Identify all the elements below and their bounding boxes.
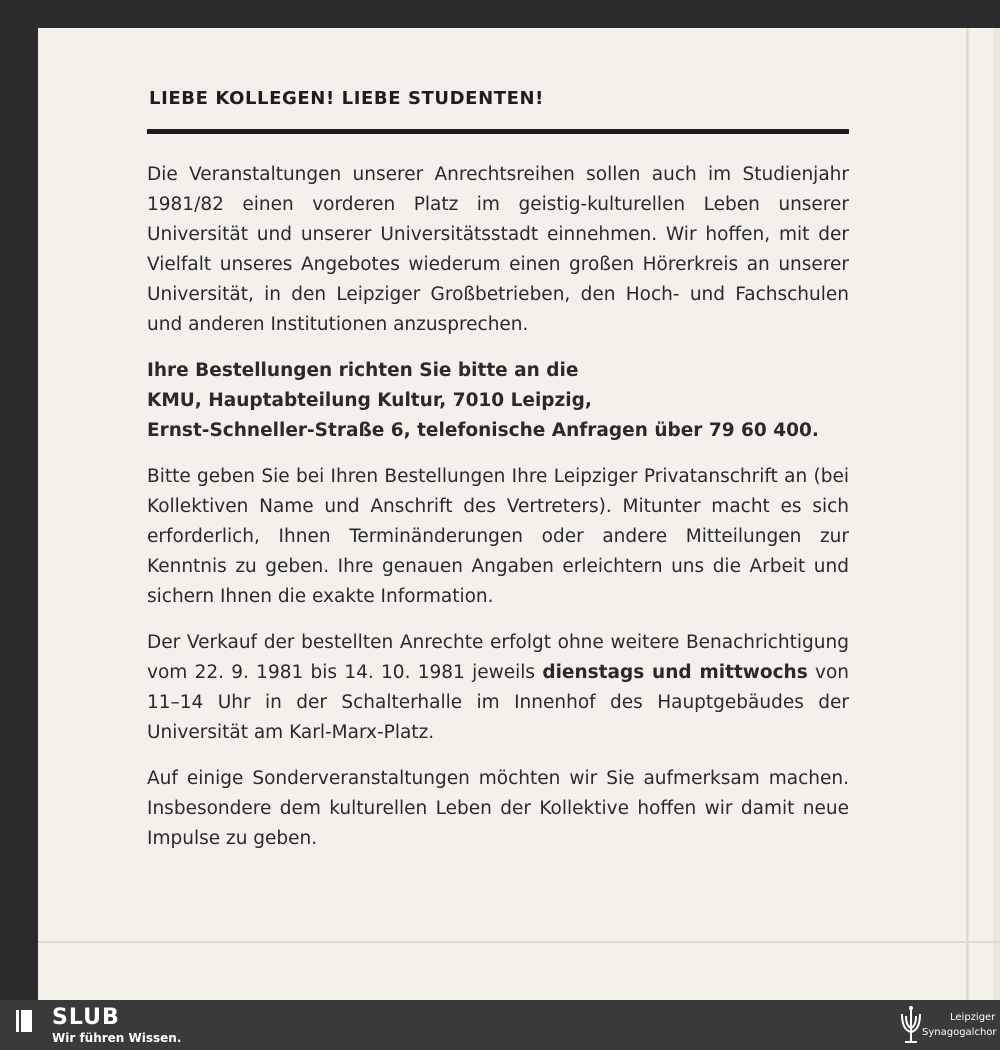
book-icon — [14, 1008, 36, 1034]
special-events-paragraph: Auf einige Sonderveranstaltungen möchten wir Sie aufmerksam machen. Insbesondere dem kulturellen Leben der Kollektive hoffen wir damit neue Impulse zu geben. — [147, 768, 849, 849]
page-heading: LIEBE KOLLEGEN! LIEBE STUDENTEN! — [149, 88, 544, 109]
page-fold-horizontal — [38, 941, 1000, 943]
address-line-1: Ihre Bestellungen richten Sie bitte an die — [147, 360, 579, 381]
ordering-instructions-paragraph: Bitte geben Sie bei Ihren Bestellungen Ihre Leipziger Privatanschrift an (bei Kollektiven Name und Anschrift des Vertreters). Mitunter macht es sich erforderlich, Ihnen Terminänderungen oder andere Mitteilungen zur Kenntnis zu geben. Ihre genauen Angaben erleichtern uns die Arbeit und sichern Ihnen die exakte Information. — [147, 466, 849, 607]
address-line-2: KMU, Hauptabteilung Kultur, 7010 Leipzig, — [147, 390, 592, 411]
sales-paragraph — [147, 628, 849, 748]
slub-tagline: Wir führen Wissen. — [52, 1031, 182, 1045]
partner-name-line-2: Synagogalchor — [922, 1027, 997, 1038]
menorah-icon — [896, 1004, 926, 1046]
intro-paragraph: Die Veranstaltungen unserer Anrechtsreihen sollen auch im Studienjahr 1981/82 einen vorderen Platz im geistig-kulturellen Leben unserer Universität und unserer Universitätsstadt einnehmen. Wir hoffen, mit der Vielfalt unseres Angebotes wiederum einen großen Hörerkreis an unserer Universität, in den Leipziger Großbetrieben, den Hoch- und Fachschulen und anderen Institutionen anzusprechen. — [147, 164, 849, 335]
address-line-3: Ernst-Schneller-Straße 6, telefonische Anfragen über 79 60 400. — [147, 420, 819, 441]
page-edge — [993, 28, 1000, 1000]
heading-rule — [147, 129, 849, 134]
sales-text-end: von 11–14 Uhr in der Schalterhalle im Innenhof des Hauptgebäudes der Universität am Karl-Marx-Platz. — [147, 662, 850, 743]
document-content — [147, 88, 849, 854]
slub-name[interactable]: SLUB — [52, 1005, 120, 1030]
partner-name-line-1: Leipziger — [950, 1012, 996, 1023]
sales-text-start: Der Verkauf der bestellten Anrechte erfolgt ohne weitere Benachrichtigung vom 22. 9. 1981 bis 14. 10. 1981 jeweils — [147, 632, 849, 683]
page-fold-vertical — [966, 28, 969, 1000]
footer-bar — [0, 1000, 1000, 1050]
order-address-block — [147, 356, 849, 446]
sales-days: dienstags und mittwochs — [542, 662, 808, 683]
